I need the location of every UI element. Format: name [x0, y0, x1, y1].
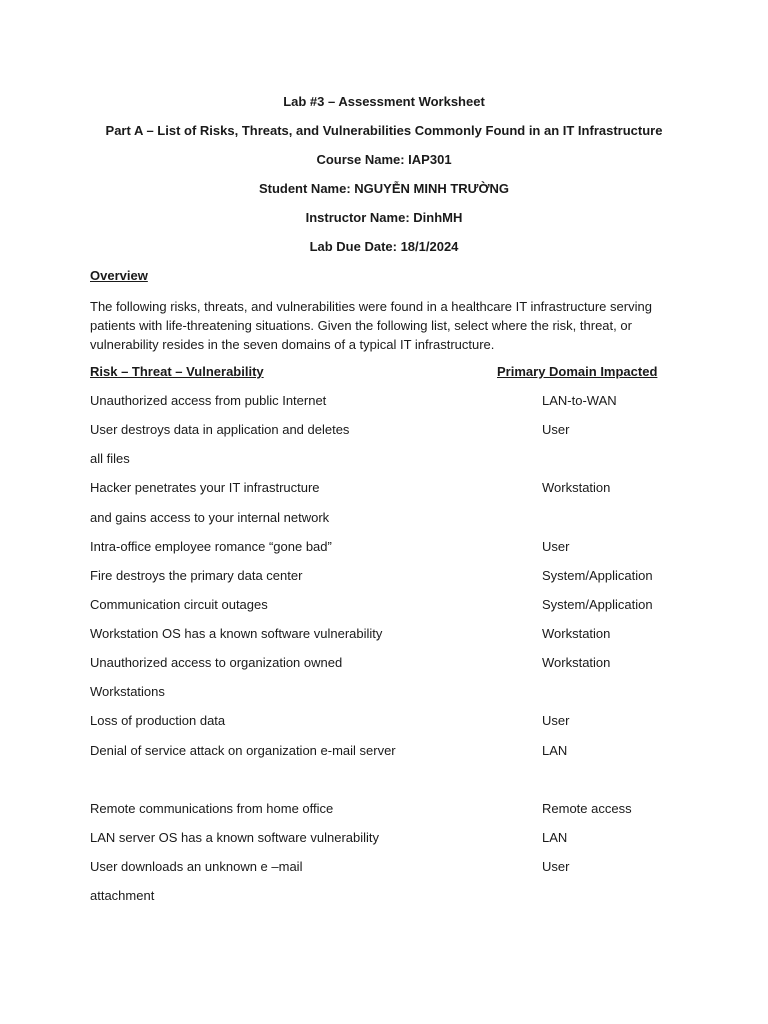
table-row-risk: Communication circuit outages: [90, 597, 268, 612]
table-row-risk: User destroys data in application and deletes: [90, 422, 350, 437]
table-row-risk: Workstations: [90, 684, 165, 699]
overview-line: The following risks, threats, and vulnerabilities were found in a healthcare IT infrastructure serving: [90, 299, 652, 314]
lab-due-date: Lab Due Date: 18/1/2024: [309, 239, 459, 254]
table-row-risk: all files: [90, 451, 130, 466]
table-row-domain: System/Application: [542, 568, 653, 583]
table-row-risk: Fire destroys the primary data center: [90, 568, 303, 583]
table-row-domain: LAN-to-WAN: [542, 393, 617, 408]
table-row-domain: LAN: [542, 743, 568, 758]
student-name: Student Name: NGUYỄN MINH TRƯỜNG: [258, 181, 510, 196]
table-row-risk: User downloads an unknown e –mail: [90, 859, 303, 874]
table-row-domain: Workstation: [542, 480, 611, 495]
lab-title: Lab #3 – Assessment Worksheet: [283, 94, 485, 109]
table-row-risk: Denial of service attack on organization e-mail server: [90, 743, 396, 758]
table-row-domain: User: [542, 422, 570, 437]
table-row-domain: System/Application: [542, 597, 653, 612]
table-row-domain: Remote access: [542, 801, 632, 816]
instructor-name: Instructor Name: DinhMH: [305, 210, 463, 225]
overview-paragraph: [90, 297, 670, 354]
table-row-risk: Workstation OS has a known software vulnerability: [90, 626, 383, 641]
table-row-domain: Workstation: [542, 626, 611, 641]
table-row-domain: User: [542, 713, 570, 728]
risk-column-header: Risk – Threat – Vulnerability: [90, 364, 264, 379]
table-row-risk: Loss of production data: [90, 713, 226, 728]
table-row-risk: Intra-office employee romance “gone bad”: [90, 539, 332, 554]
table-row-domain: User: [542, 859, 570, 874]
table-row-risk: Remote communications from home office: [90, 801, 334, 816]
table-row-risk: attachment: [90, 888, 155, 903]
part-title: Part A – List of Risks, Threats, and Vulnerabilities Commonly Found in an IT Infrastructure: [105, 123, 663, 138]
table-row-domain: LAN: [542, 830, 568, 845]
overview-line: patients with life-threatening situations. Given the following list, select where the risk, threat, or: [90, 318, 632, 333]
table-row-risk: and gains access to your internal network: [90, 510, 330, 525]
table-row-domain: User: [542, 539, 570, 554]
table-row-domain: Workstation: [542, 655, 611, 670]
overview-line: vulnerability resides in the seven domains of a typical IT infrastructure.: [90, 337, 495, 352]
table-row-risk: LAN server OS has a known software vulnerability: [90, 830, 380, 845]
domain-column-header: Primary Domain Impacted: [497, 364, 658, 379]
table-row-risk: Unauthorized access from public Internet: [90, 393, 327, 408]
table-row-risk: Unauthorized access to organization owned: [90, 655, 343, 670]
overview-heading: Overview: [90, 268, 148, 283]
course-name: Course Name: IAP301: [316, 152, 452, 167]
table-row-risk: Hacker penetrates your IT infrastructure: [90, 480, 320, 495]
